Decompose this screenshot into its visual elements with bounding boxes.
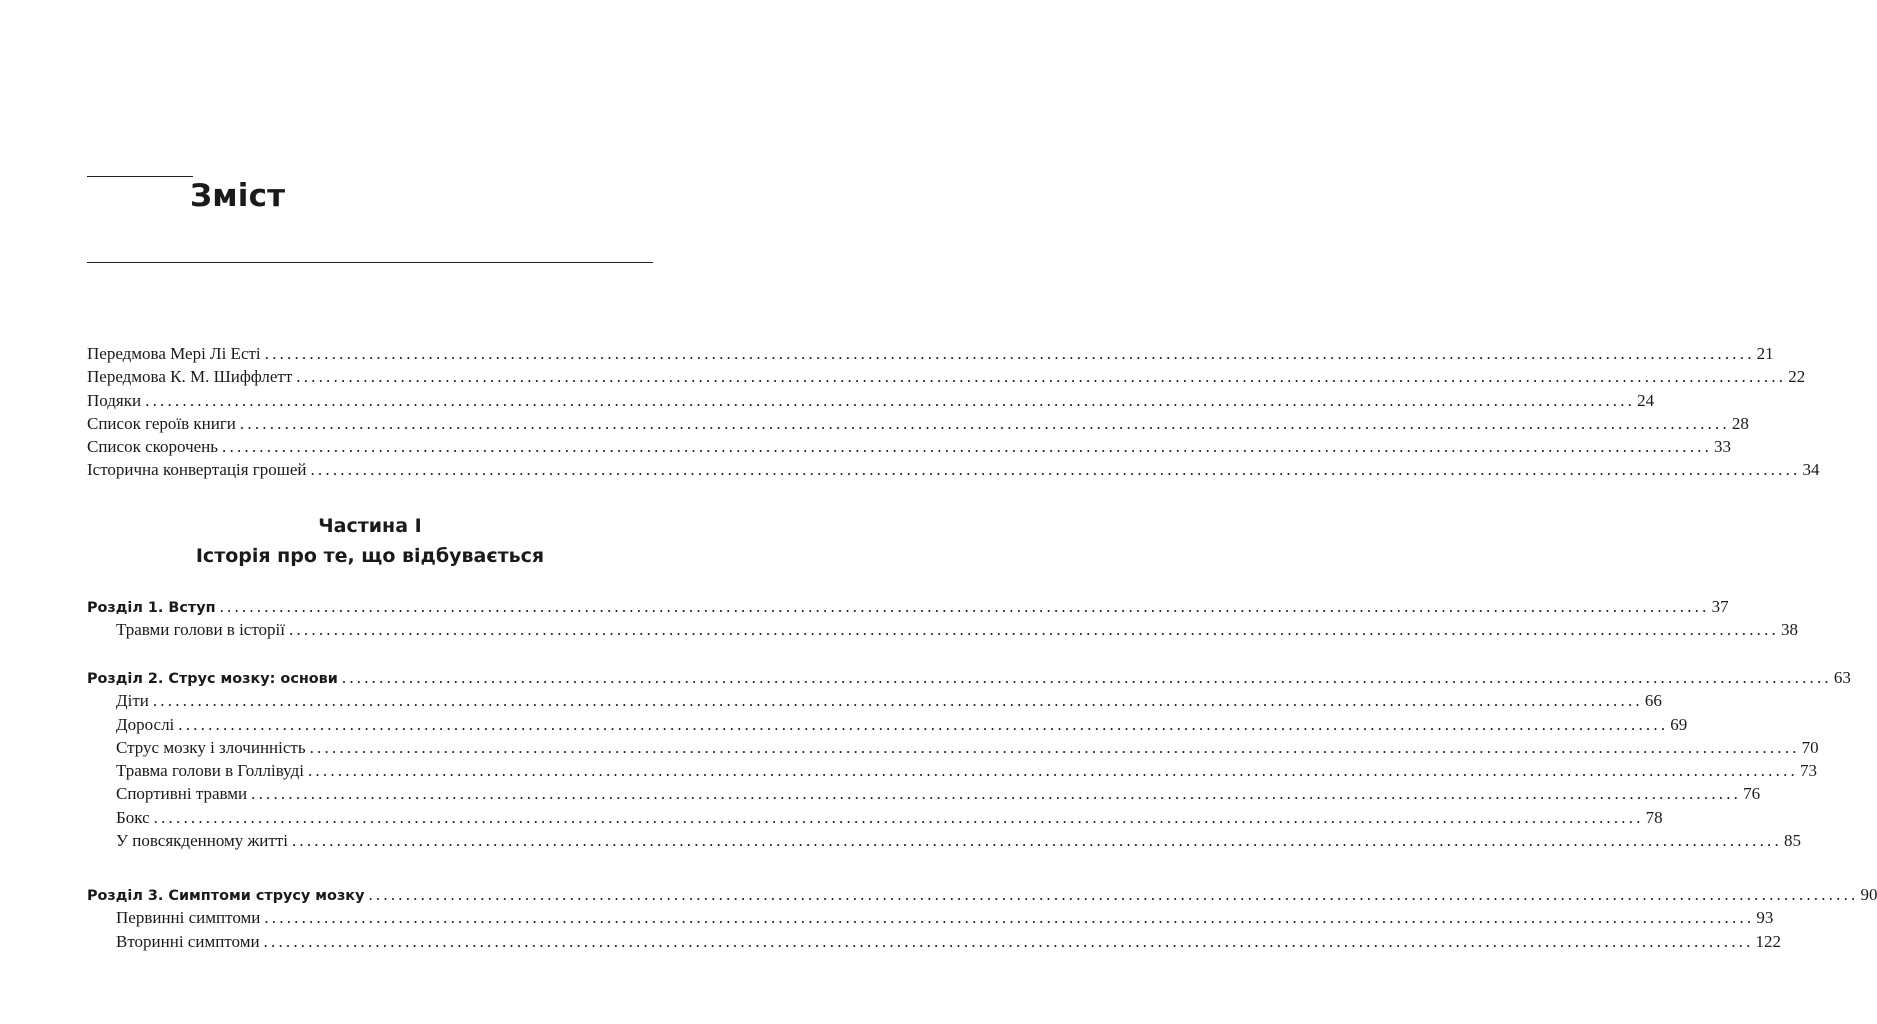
toc-entry[interactable] [87, 435, 1732, 458]
toc-dot-leader: ........................................................................................................................................................................................................ [263, 931, 1754, 951]
toc-section-entry[interactable] [87, 759, 1817, 782]
toc-entry-page: 73 [1799, 761, 1817, 781]
chapter-3-block [87, 883, 1877, 953]
toc-section-entry[interactable] [87, 736, 1819, 759]
toc-dot-leader: ........................................................................................................................................................................................................ [219, 597, 1710, 616]
toc-section-label: Травми голови в історії [116, 620, 286, 640]
toc-entry-page: 24 [1637, 390, 1655, 410]
toc-dot-leader: ........................................................................................................................................................................................................ [251, 784, 1742, 804]
toc-entry-page: 122 [1755, 931, 1782, 951]
toc-entry-label: Передмова К. М. Шиффлетт [87, 367, 293, 387]
toc-dot-leader: ........................................................................................................................................................................................................ [309, 737, 1800, 757]
toc-entry[interactable] [87, 458, 1820, 481]
toc-entry[interactable] [87, 365, 1806, 388]
toc-entry-page: 66 [1644, 691, 1662, 711]
toc-entry-page: 76 [1743, 784, 1761, 804]
toc-dot-leader: ........................................................................................................................................................................................................ [152, 691, 1643, 711]
toc-entry-page: 38 [1781, 620, 1799, 640]
toc-dot-leader: ........................................................................................................................................................................................................ [222, 437, 1713, 457]
toc-section-entry[interactable] [87, 689, 1662, 712]
toc-entry-page: 28 [1731, 413, 1749, 433]
toc-section-entry[interactable] [87, 782, 1761, 805]
toc-section-label: У повсякденному житті [116, 831, 288, 851]
toc-entry-page: 90 [1860, 885, 1877, 904]
toc-entry-page: 69 [1670, 714, 1688, 734]
toc-entry[interactable] [87, 342, 1774, 365]
toc-entry-page: 37 [1711, 597, 1729, 616]
toc-dot-leader: ........................................................................................................................................................................................................ [341, 668, 1832, 687]
toc-entry-label: Передмова Мері Лі Есті [87, 344, 261, 363]
page-title: Зміст [190, 178, 286, 214]
toc-entry-label: Історична конвертація грошей [87, 460, 307, 480]
toc-section-entry[interactable] [87, 906, 1774, 929]
toc-entry-page: 93 [1756, 908, 1774, 928]
toc-dot-leader: ........................................................................................................................................................................................................ [296, 367, 1787, 387]
toc-section-entry[interactable] [87, 618, 1799, 641]
toc-dot-leader: ........................................................................................................................................................................................................ [178, 714, 1669, 734]
toc-section-label: Бокс [116, 807, 150, 827]
toc-chapter-label: Розділ 3. Симптоми струсу мозку [87, 888, 365, 904]
toc-section-label: Первинні симптоми [116, 908, 261, 928]
title-long-rule [87, 262, 653, 263]
toc-chapter-entry[interactable] [87, 883, 1877, 906]
toc-entry-label: Список скорочень [87, 437, 219, 457]
toc-entry-page: 85 [1783, 831, 1801, 851]
toc-dot-leader: ........................................................................................................................................................................................................ [291, 831, 1782, 851]
toc-section-entry[interactable] [87, 713, 1688, 736]
toc-entry-page: 78 [1645, 807, 1663, 827]
toc-dot-leader: ........................................................................................................................................................................................................ [307, 761, 1798, 781]
toc-dot-leader: ........................................................................................................................................................................................................ [264, 908, 1755, 928]
toc-section-label: Струс мозку і злочинність [116, 737, 306, 757]
toc-section-label: Вторинні симптоми [116, 931, 260, 951]
toc-dot-leader: ........................................................................................................................................................................................................ [368, 885, 1859, 904]
toc-section-entry[interactable] [87, 930, 1782, 953]
toc-section-entry[interactable] [87, 829, 1801, 852]
toc-dot-leader: ........................................................................................................................................................................................................ [264, 344, 1755, 363]
toc-dot-leader: ........................................................................................................................................................................................................ [153, 807, 1644, 827]
toc-entry-page: 22 [1788, 367, 1806, 387]
toc-chapter-entry[interactable] [87, 666, 1851, 689]
part-title: Історія про те, що відбувається [195, 545, 545, 567]
toc-dot-leader: ........................................................................................................................................................................................................ [239, 413, 1730, 433]
toc-section-entry[interactable] [87, 806, 1663, 829]
part-number: Частина І [318, 515, 422, 537]
toc-entry-page: 63 [1833, 668, 1851, 687]
toc-chapter-label: Розділ 1. Вступ [87, 600, 216, 616]
toc-entry-label: Список героїв книги [87, 413, 236, 433]
toc-chapter-label: Розділ 2. Струс мозку: основи [87, 671, 338, 687]
title-short-rule [87, 176, 193, 177]
toc-entry-page: 33 [1714, 437, 1732, 457]
toc-chapter-entry[interactable] [87, 595, 1729, 618]
toc-section-label: Травма голови в Голлівуді [116, 761, 304, 781]
chapter-1-block [87, 595, 1799, 642]
toc-entry-page: 34 [1802, 460, 1820, 480]
toc-entry-page: 70 [1801, 737, 1819, 757]
toc-dot-leader: ........................................................................................................................................................................................................ [145, 390, 1636, 410]
toc-section-label: Спортивні травми [116, 784, 248, 804]
toc-entry[interactable] [87, 412, 1749, 435]
toc-section-label: Діти [116, 691, 149, 711]
toc-section-label: Дорослі [116, 714, 175, 734]
toc-dot-leader: ........................................................................................................................................................................................................ [310, 460, 1801, 480]
chapter-2-block [87, 666, 1851, 852]
toc-entry[interactable] [87, 389, 1655, 412]
front-matter-list [87, 342, 1820, 482]
toc-entry-label: Подяки [87, 390, 142, 410]
toc-dot-leader: ........................................................................................................................................................................................................ [289, 620, 1780, 640]
toc-entry-page: 21 [1756, 344, 1774, 363]
